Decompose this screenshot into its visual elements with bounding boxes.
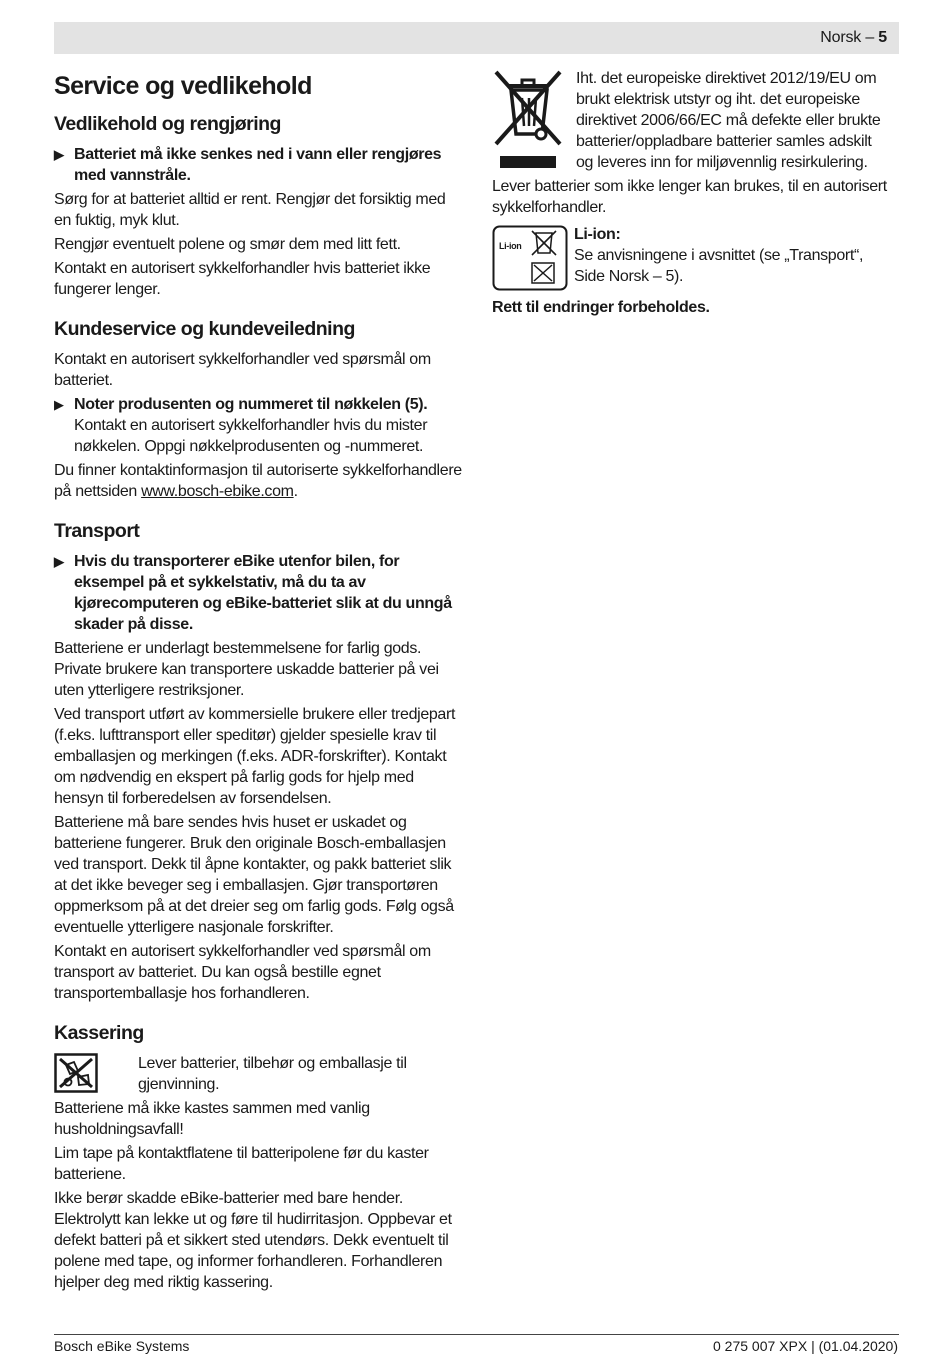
transport-bullet [54,551,464,635]
transport-p3: Batteriene må bare sendes hvis huset er uskadet og batteriene fungerer. Bruk den originale Bosch-emballasjen ved transport. Dekk til åpne kontakter, og pakk batteriet slik at det ikke beveger seg i emballasjen. Gjør transportøren oppmerksom på at det dreier seg om farlig gods. Følg også eventuelle ytterligere nasjonale forskrifter. [54,814,454,936]
header-separator: – [865,29,875,46]
maintenance-bullet-text: Batteriet må ikke senkes ned i vann eller rengjøres med vannstråle. [74,146,442,184]
service-p2 [54,460,464,502]
disposal-p3: Ikke berør skadde eBike-batterier med bare hender. Elektrolytt kan lekke ut og føre til hudirritasjon. Oppbevar et defekt batteri på et sikkert sted utendørs. Dekk eventuelt til polene med tape, og informer forhandleren. Forhandleren hjelper deg med riktig kassering. [54,1190,452,1291]
disposal-heading: Kassering [54,1022,144,1044]
triangle-right-icon: ▶ [54,397,64,412]
service-p2-text: Du finner kontaktinformasjon til autoriserte sykkelforhandlere på nettsiden [54,462,462,500]
page-header [54,22,899,54]
li-ion-recycling-icon [492,225,568,291]
disposal-p1: Batteriene må ikke kastes sammen med vanlig husholdningsavfall! [54,1100,370,1138]
website-link[interactable]: www.bosch-ebike.com [141,483,294,500]
transport-bullet-text: Hvis du transporterer eBike utenfor bilen, for eksempel på et sykkelstativ, må du ta av kjørecomputeren og eBike-batteriet slik at du unngå skader på disse. [74,553,452,633]
disposal-p2: Lim tape på kontaktflatene til batteripolene før du kaster batteriene. [54,1145,429,1183]
maintenance-bullet [54,144,464,186]
crossed-out-wheelie-bin-icon [492,68,564,168]
disposal-icon-row [54,1053,464,1095]
header-language: Norsk [820,29,862,46]
weee-block [492,68,892,173]
reserve-notice: Rett til endringer forbeholdes. [492,299,710,316]
service-p1: Kontakt en autorisert sykkelforhandler ved spørsmål om batteriet. [54,351,431,389]
page-title: Service og vedlikehold [54,72,312,100]
header-label [820,29,887,47]
weee-text: Iht. det europeiske direktivet 2012/19/EU om brukt elektrisk utstyr og iht. det europeiske direktivet 2006/66/EC må defekte eller brukte batterier/oppladbare batterier samles adskilt og leveres inn for miljøvennlig resirkulering. [576,70,881,171]
transport-heading: Transport [54,520,140,542]
left-column [54,68,464,1310]
service-heading: Kundeservice og kundeveiledning [54,318,355,340]
liion-block [492,224,892,291]
service-bullet-bold: Noter produsenten og nummeret til nøkkelen (5). [74,396,428,413]
liion-text: Se anvisningene i avsnittet (se „Transport“, Side Norsk – 5). [574,247,864,285]
footer-left: Bosch eBike Systems [54,1338,190,1354]
service-bullet [54,394,464,457]
service-p2-end: . [293,483,298,500]
transport-p4: Kontakt en autorisert sykkelforhandler ved spørsmål om transport av batteriet. Du kan også bestille egnet transportemballasje hos forhandleren. [54,943,431,1002]
maintenance-p3: Kontakt en autorisert sykkelforhandler hvis batteriet ikke fungerer lenger. [54,260,431,298]
transport-p2: Ved transport utført av kommersielle brukere eller tredjepart (f.eks. lufttransport eller speditør) gjelder spesielle krav til emballasjen og merkingen (f.eks. ADR-forskrifter). Kontakt om nødvendig en ekspert på farlig gods for hjelp med hensyn til forberedelsen av forsendelsen. [54,706,456,807]
footer-right: 0 275 007 XPX | (01.04.2020) [713,1338,898,1354]
service-bullet-text: Kontakt en autorisert sykkelforhandler hvis du mister nøkkelen. Oppgi nøkkelprodusenten og -nummeret. [74,417,428,455]
triangle-right-icon: ▶ [54,554,64,569]
section-maintenance [54,112,464,300]
section-transport [54,519,464,1004]
right-column [492,68,892,321]
maintenance-heading: Vedlikehold og rengjøring [54,113,281,135]
maintenance-p1: Sørg for at batteriet alltid er rent. Rengjør det forsiktig med en fuktig, myk klut. [54,191,446,229]
right-p1: Lever batterier som ikke lenger kan brukes, til en autorisert sykkelforhandler. [492,178,887,216]
transport-p1: Batteriene er underlagt bestemmelsene for farlig gods. Private brukere kan transportere uskadde batterier på vei uten ytterligere restriksjoner. [54,640,439,699]
maintenance-p2: Rengjør eventuelt polene og smør dem med litt fett. [54,236,401,253]
section-service [54,317,464,502]
section-disposal [54,1021,464,1293]
liion-icon-label: Li-ion [499,241,522,251]
liion-text-block [574,224,892,287]
crossed-out-box-icon [54,1053,98,1093]
page-number: 5 [878,29,887,46]
liion-heading: Li-ion: [574,226,621,243]
footer-divider [54,1334,899,1335]
triangle-right-icon: ▶ [54,147,64,162]
disposal-icon-text: Lever batterier, tilbehør og emballasje til gjenvinning. [138,1055,407,1093]
